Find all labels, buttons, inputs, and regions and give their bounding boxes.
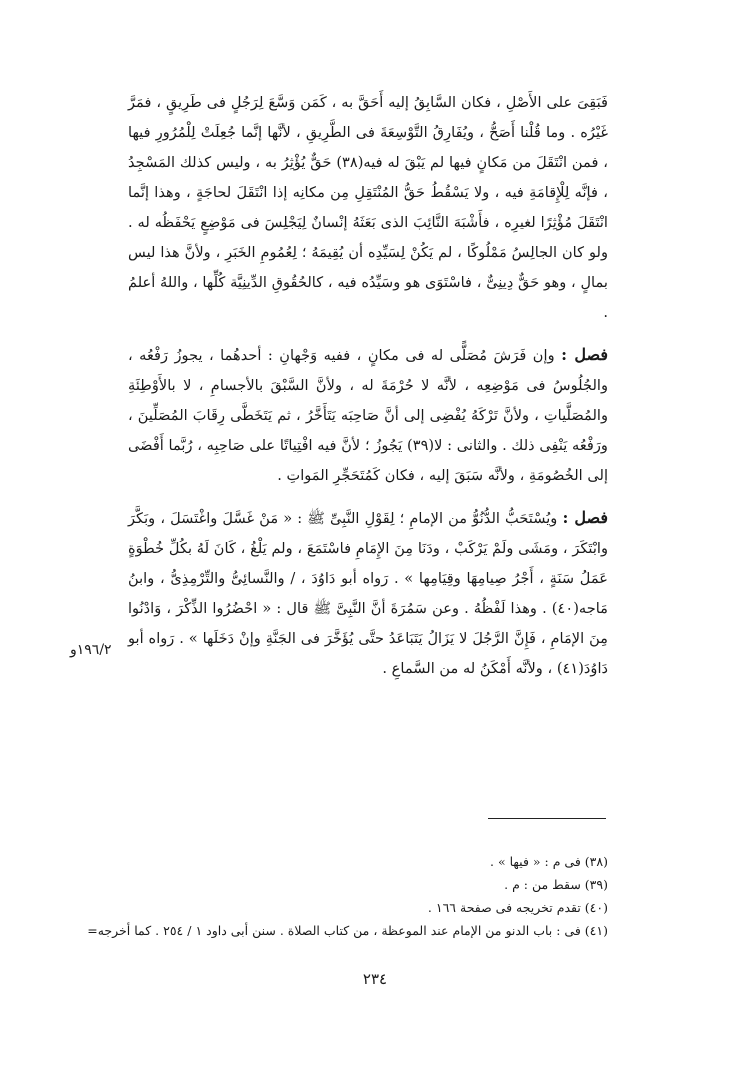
paragraph-3-text: ويُسْتَحَبُّ الدُّنُوُّ من الإمامِ ؛ لِقَوْلِ النَّبِىِّ ﷺ : « مَنْ غَسَّلَ واغْتَسَلَ ، وبَكَّرَ وابْتَكَرَ ، ومَشَى ولَمْ يَرْكَبْ ، ودَنَا مِنَ الإِمَامِ فاسْتَمَعَ ، ولم يَلْغُ ، كَانَ لَهُ بكُلِّ خُطْوَةٍ عَمَلُ سَنَةٍ ، أَجْرُ صِيامِهَا وقِيَامِها » . رَواه أبو دَاوُدَ ، / والنَّسائِىُّ والتِّرْمِذِىُّ ، وابنُ مَاجه(٤٠) . وهذا لَفْظُهُ . وعن سَمُرَةَ أنَّ النَّبِىَّ ﷺ قال : « احْضُرُوا الذِّكْرَ ، وَادْنُوا مِنَ الإمَامِ ، فَإِنَّ الرَّجُلَ لا يَزَالُ يَتَبَاعَدُ حتَّى يُؤَخَّرَ فى الجَنَّةِ وإنْ دَخَلَها » . رَواه أبو دَاوُدَ(٤١) ، ولأنَّه أَمْكَنُ له من السَّماعِ .	[128, 510, 608, 677]
paragraph-2-text: وإن فَرَشَ مُصَلًّى له فى مكانٍ ، ففيه وَجْهانِ : أحدهُما ، يجوزُ رَفْعُه ، والجُلُوسُ فى مَوْضِعِه ، لأنَّه لا حُرْمَةَ له ، ولأنَّ السَّبْقَ بالأجسامِ ، لا بالأَوْطِئَةِ والمُصَلَّياتِ ، ولأنَّ تَرْكَهُ يُفْضِى إلى أنَّ صَاحِبَه يَتَأَخَّرُ ، ثم يَتَخَطَّى رِقَابَ المُصَلِّينَ ، ورَفْعُه يَنْفِى ذلك . والثانى : لا(٣٩) يَجُوزُ ؛ لأنَّ فيه افْتِياتًا على صَاحِبِه ، رُبَّما أَفْضَى إلى الخُصُومَةِ ، ولأنَّه سَبَقَ إليه ، فكان كَمُتَحَجِّرِ المَواتِ .	[128, 347, 608, 484]
manuscript-folio-marker: ١٩٦/٢و	[70, 642, 112, 658]
footnote-39: (٣٩) سقط من : م .	[504, 877, 608, 892]
paragraph-1	[128, 88, 608, 328]
paragraph-3	[128, 503, 608, 684]
footnote-41: (٤١) فى : باب الدنو من الإمام عند الموعظة ، من كتاب الصلاة . سنن أبى داود ١ / ٢٥٤ . كما أخرجه=	[87, 923, 608, 938]
footnote-divider	[488, 818, 606, 819]
main-text	[128, 88, 608, 684]
fasl-heading: فصل :	[561, 345, 608, 364]
paragraph-1-text: فَبَقِىَ على الأَصْلِ ، فكان السَّابِقُ إليه أَحَقَّ به ، كَمَن وَسَّعَ لِرَجُلٍ فى طَرِيقٍ ، فمَرَّ غَيْرُه . وما قُلْنا أَصَحُّ ، ويُفَارِقُ التَّوْسِعَةَ فى الطَّرِيقِ ، لأنَّها إنَّما جُعِلَتْ لِلْمُرُورِ فيها ، فمن انْتَقَلَ من مَكانٍ فيها لم يَبْقَ له فيه(٣٨) حَقٌّ يُؤْثِرُ به ، وليس كذلك المَسْجِدُ ، فإنَّه لِلْإِقامَةِ فيه ، ولا يَسْقُطُ حَقُّ المُنْتَقِلِ مِن مكانِه إذا انْتَقَلَ لحاجَةٍ ، وهذا إنَّما انْتَقَلَ مُؤْثِرًا لغيرِه ، فأَشْبَهَ النَّائِبَ الذى بَعَثَهُ إنْسانٌ لِيَجْلِسَ فى مَوْضِعٍ يَحْفَظُه له . ولو كان الجالِسُ مَمْلُوكًا ، لم يَكُنْ لِسَيِّدِه أن يُقِيمَهُ ؛ لِعُمُومِ الخَبَرِ ، ولأنَّ هذا ليس بمالٍ ، وهو حَقٌّ دِينِىٌّ ، فاسْتَوَى هو وسَيِّدُه فيه ، كالحُقُوقِ الدِّينِيَّة كُلِّها ، واللهُ أعلمُ .	[128, 94, 608, 321]
page-number: ٢٣٤	[362, 970, 388, 988]
paragraph-2	[128, 340, 608, 491]
footnote-38: (٣٨) فى م : « فيها » .	[490, 854, 608, 869]
footnote-40: (٤٠) تقدم تخريجه فى صفحة ١٦٦ .	[427, 900, 608, 915]
fasl-heading: فصل :	[562, 508, 609, 527]
footnotes	[87, 850, 608, 942]
